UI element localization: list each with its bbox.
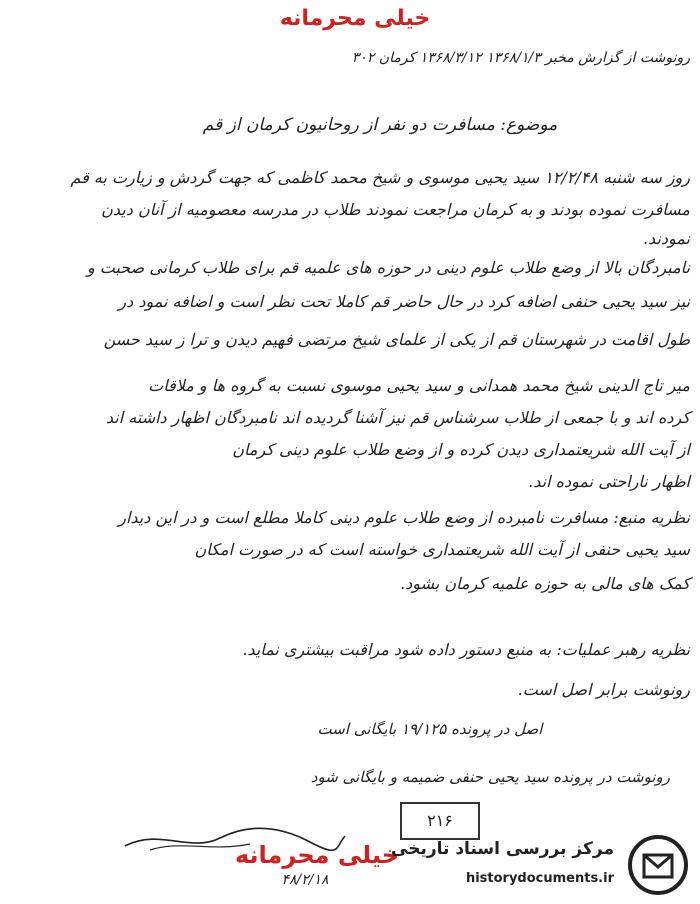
body-line: میر تاج الدینی شیخ محمد همدانی و سید یحیی موسوی نسبت به گروه ها و ملاقات <box>148 376 690 395</box>
watermark-title: مرکز بررسی اسناد تاریخی <box>391 839 614 859</box>
body-line: روز سه شنبه ۱۲/۲/۴۸ سید یحیی موسوی و شیخ محمد کاظمی که جهت گردش و زیارت به قم <box>70 168 690 187</box>
archive-note: اصل در پرونده ۱۹/۱۲۵ بایگانی است <box>317 720 543 738</box>
document-number-box: ۲۱۶ <box>400 802 480 840</box>
watermark <box>391 825 700 904</box>
body-line: مسافرت نموده بودند و به کرمان مراجعت نمودند طلاب در مدرسه معصومیه از آنان دیدن <box>101 200 690 219</box>
body-line: اظهار ناراحتی نموده اند. <box>528 472 690 491</box>
reference-note: رونوشت در پرونده سید یحیی حنفی ضمیمه و بایگانی شود <box>310 768 670 786</box>
body-line: طول اقامت در شهرستان قم از یکی از علمای شیخ مرتضی فهیم دیدن و ترا ز سید حسن <box>103 330 690 349</box>
confidential-stamp-top: خیلی محرمانه <box>279 6 431 31</box>
body-line: کمک های مالی به حوزه علمیه کرمان بشود. <box>400 574 690 593</box>
body-line: نامبردگان بالا از وضع طلاب علوم دینی در حوزه های علمیه قم برای طلاب کرمانی صحبت و <box>86 258 690 277</box>
document-meta-line: رونوشت از گزارش مخبر ۱۳۶۸/۱/۳ ۱۳۶۸/۳/۱۲ کرمان ۳۰۲ <box>351 50 690 66</box>
body-line: از آیت الله شریعتمداری دیدن کرده و از وضع طلاب علوم دینی کرمان <box>232 440 690 459</box>
archive-seal-icon <box>626 833 690 897</box>
watermark-url: historydocuments.ir <box>465 871 614 886</box>
body-line: رونوشت برابر اصل است. <box>517 680 690 699</box>
document-subject: موضوع: مسافرت دو نفر از روحانیون کرمان از قم <box>202 115 558 135</box>
confidential-stamp-bottom: خیلی محرمانه <box>234 841 400 869</box>
body-line: نمودند. <box>642 229 690 248</box>
body-line: نظریه رهبر عملیات: به منبع دستور داده شود مراقبت بیشتری نماید. <box>242 640 690 659</box>
body-line: نظریه منبع: مسافرت نامبرده از وضع طلاب علوم دینی کاملا مطلع است و در این دیدار <box>118 508 690 527</box>
document-date: ۴۸/۲/۱۸ <box>281 872 329 888</box>
body-line: نیز سید یحیی حنفی اضافه کرد در حال حاضر قم کاملا تحت نظر است و اضافه نمود در <box>118 292 690 311</box>
body-line: کرده اند و با جمعی از طلاب سرشناس قم نیز آشنا گردیده اند نامبردگان اظهار داشته اند <box>105 408 690 427</box>
body-line: سید یحیی حنفی از آیت الله شریعتمداری خواسته است که در صورت امکان <box>194 540 690 559</box>
